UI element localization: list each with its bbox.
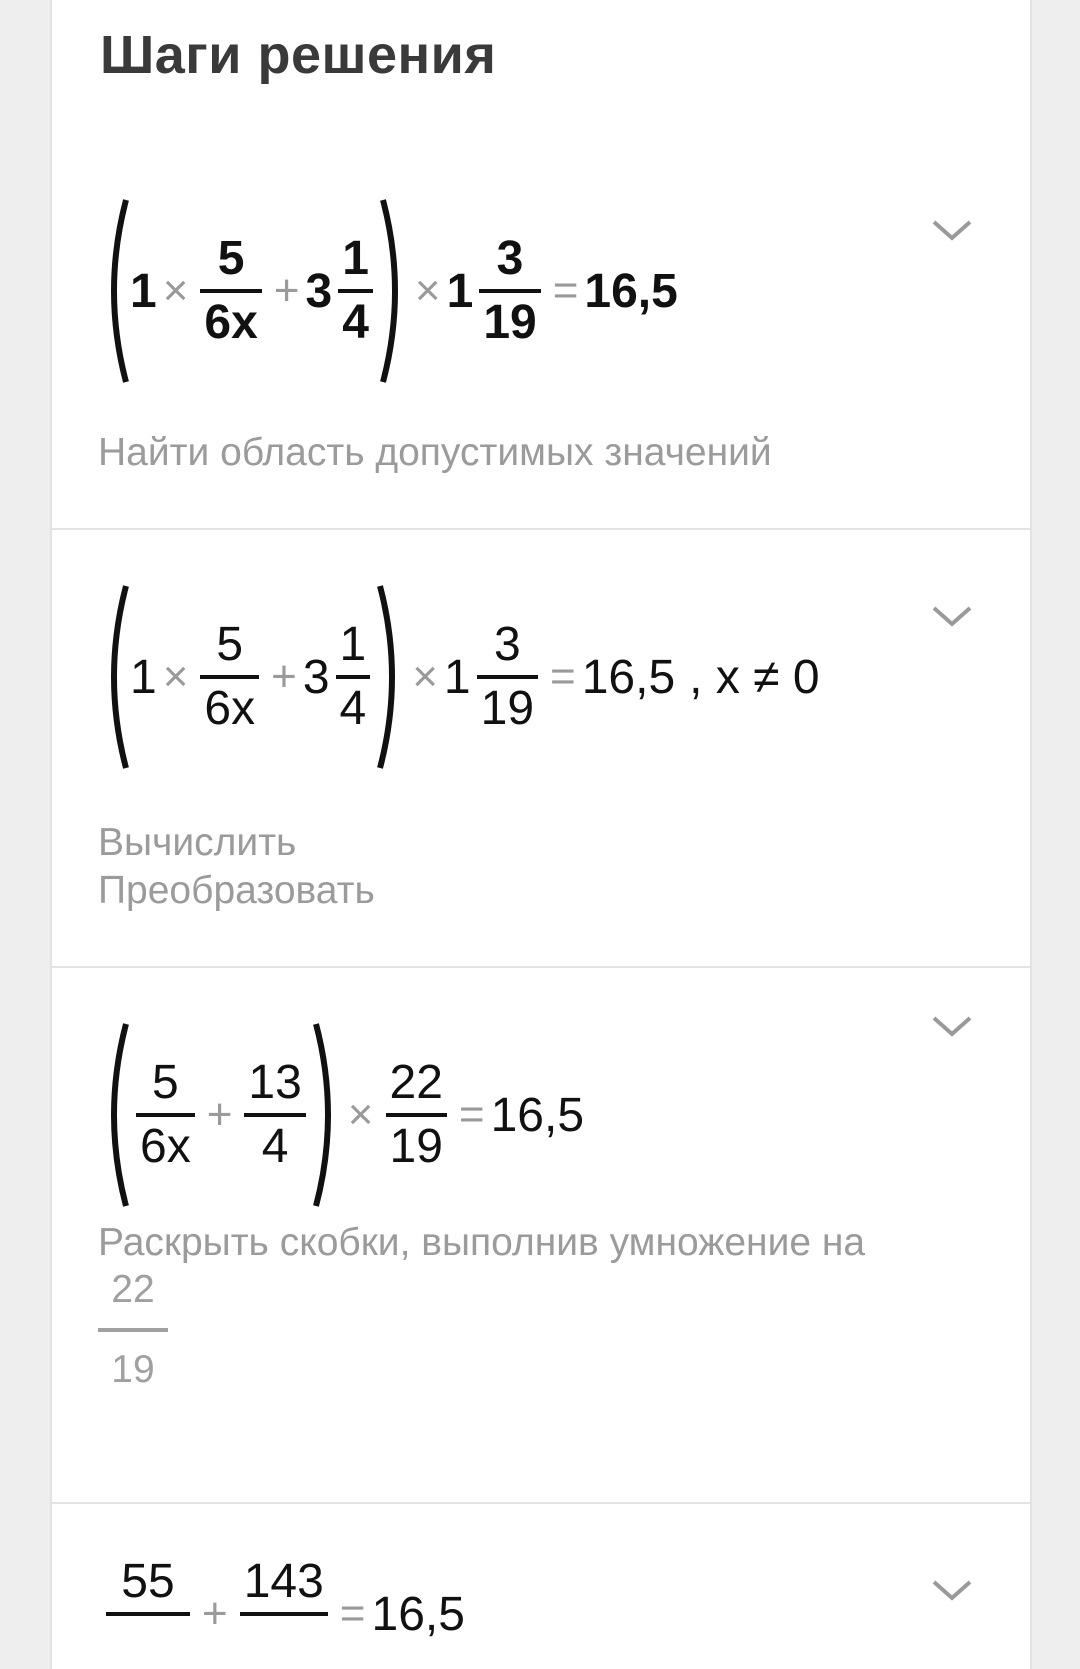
left-paren <box>100 196 130 386</box>
equals-operator: = <box>458 1090 485 1139</box>
fraction <box>479 229 540 353</box>
right-paren <box>376 582 406 772</box>
numerator: 5 <box>216 618 244 671</box>
fraction <box>477 615 538 739</box>
numerator: 3 <box>496 232 524 285</box>
step-4-expression <box>100 1552 465 1669</box>
fraction <box>106 1552 190 1669</box>
times-operator: × <box>162 266 189 315</box>
equals-operator: = <box>552 266 579 315</box>
numerator: 13 <box>248 1056 302 1109</box>
expr-rhs: 16,5 <box>584 264 678 318</box>
denominator: 4 <box>342 296 369 349</box>
fraction <box>240 1552 328 1669</box>
numerator: 22 <box>389 1056 443 1109</box>
step-2-expression <box>100 582 820 772</box>
times-operator: × <box>414 266 441 315</box>
denominator: 6x <box>204 296 258 349</box>
numerator: 143 <box>243 1555 324 1608</box>
numerator: 22 <box>111 1268 155 1311</box>
step-3-expression <box>100 1020 584 1210</box>
denominator: 19 <box>389 1120 443 1173</box>
plus-operator: + <box>273 266 300 315</box>
solution-steps-card <box>50 0 1032 1669</box>
denominator: 6x <box>140 1120 191 1173</box>
expr-rhs: 16,5 <box>581 650 676 704</box>
equals-operator: = <box>339 1589 366 1638</box>
plus-operator: + <box>206 1090 233 1139</box>
denominator: 19 <box>111 1348 155 1391</box>
numerator: 5 <box>152 1056 179 1109</box>
fraction <box>336 615 371 739</box>
expr-term: 1 <box>443 650 471 704</box>
times-operator: × <box>412 652 438 701</box>
denominator: 4 <box>339 682 367 735</box>
fraction <box>386 1053 447 1177</box>
equals-operator: = <box>550 652 576 701</box>
expr-rhs: 16,5 <box>371 1587 465 1641</box>
chevron-down-icon[interactable] <box>930 594 974 638</box>
left-paren <box>100 582 130 772</box>
right-paren <box>379 196 409 386</box>
expr-term: 1 <box>130 650 157 704</box>
numerator: 5 <box>217 232 245 285</box>
times-operator: × <box>162 652 189 701</box>
expr-rhs: 16,5 <box>490 1088 585 1142</box>
expr-term: 1 <box>446 264 474 318</box>
numerator: 1 <box>342 232 369 285</box>
numerator: 1 <box>339 618 367 671</box>
expr-term: 3 <box>302 650 330 704</box>
step-1-note: Найти область допустимых значений <box>98 431 772 474</box>
chevron-down-icon[interactable] <box>930 1004 974 1048</box>
fraction <box>200 229 261 353</box>
domain-condition: , x ≠ 0 <box>689 650 820 704</box>
expr-term: 1 <box>130 264 157 318</box>
step-2-note: Вычислить <box>98 821 297 864</box>
step-2[interactable] <box>52 530 1030 968</box>
left-paren <box>100 1020 130 1210</box>
page-title: Шаги решения <box>100 25 497 85</box>
denominator: 19 <box>480 682 535 735</box>
expr-term: 3 <box>305 264 333 318</box>
fraction <box>338 229 373 353</box>
denominator: 19 <box>483 296 537 349</box>
step-2-note: Преобразовать <box>98 869 375 912</box>
fraction <box>200 615 259 739</box>
times-operator: × <box>347 1090 374 1139</box>
step-3-note: Раскрыть скобки, выполнив умножение на <box>98 1221 866 1264</box>
denominator: 4 <box>261 1120 289 1173</box>
step-3[interactable] <box>52 968 1030 1504</box>
step-4[interactable] <box>52 1504 1030 1669</box>
chevron-down-icon[interactable] <box>930 208 974 252</box>
denominator: 6x <box>204 682 256 735</box>
numerator: 3 <box>493 618 521 671</box>
fraction <box>136 1053 195 1177</box>
fraction <box>244 1053 305 1177</box>
fraction-bar <box>98 1328 168 1332</box>
numerator: 55 <box>121 1555 175 1608</box>
plus-operator: + <box>202 1589 228 1638</box>
chevron-down-icon[interactable] <box>930 1568 974 1612</box>
step-1-expression <box>100 196 678 386</box>
denominator <box>137 1616 158 1669</box>
denominator <box>273 1616 294 1669</box>
plus-operator: + <box>271 652 297 701</box>
step-3-note-fraction <box>98 1268 168 1392</box>
right-paren <box>312 1020 342 1210</box>
step-1[interactable] <box>52 130 1030 530</box>
